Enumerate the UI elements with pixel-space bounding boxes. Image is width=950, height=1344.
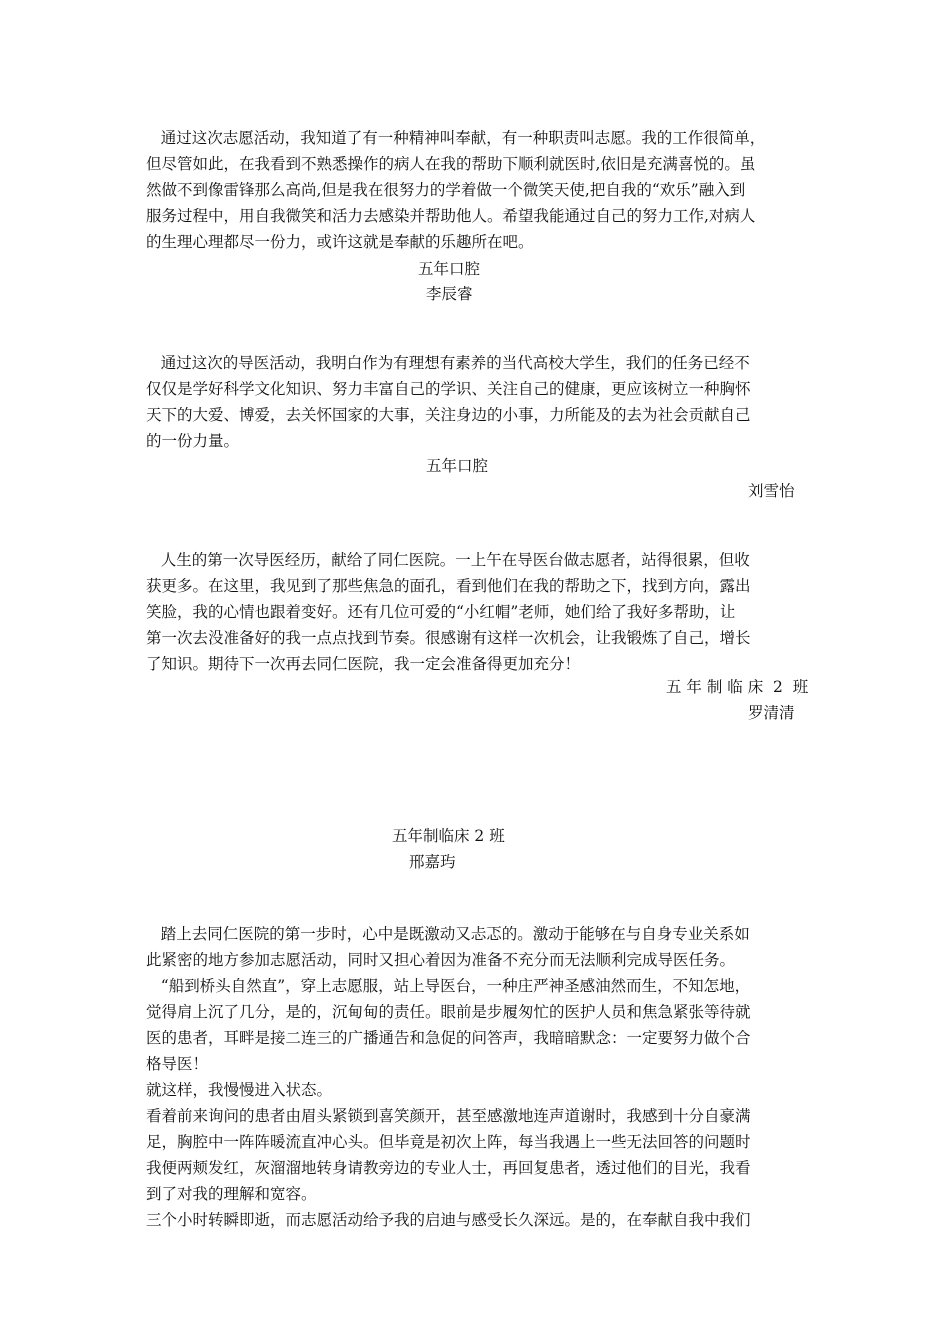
class-name-3: 五 年 制 临 床 2 班 <box>666 678 809 696</box>
essay-paragraph-1 <box>146 125 810 255</box>
author-name-4: 邢嘉玙 <box>409 853 456 871</box>
paragraph-line: 到了对我的理解和宽容。 <box>146 1185 317 1203</box>
author-name-3: 罗清清 <box>748 704 795 722</box>
paragraph-line: 三个小时转瞬即逝，而志愿活动给予我的启迪与感受长久深远。是的，在奉献自我中我们 <box>146 1211 751 1229</box>
class-name-1: 五年口腔 <box>418 260 481 278</box>
paragraph-line: 的生理心理都尽一份力，或许这就是奉献的乐趣所在吧。 <box>146 233 534 251</box>
class-name-2: 五年口腔 <box>426 457 489 475</box>
paragraph-line: 了知识。期待下一次再去同仁医院，我一定会准备得更加充分！ <box>146 655 581 673</box>
paragraph-line: 然做不到像雷锋那么高尚,但是我在很努力的学着做一个微笑天使,把自我的“欢乐”融入到 <box>146 181 746 199</box>
paragraph-line: 服务过程中，用自我微笑和活力去感染并帮助他人。希望我能通过自己的努力工作,对病人 <box>146 207 756 225</box>
paragraph-line: 笑脸，我的心情也跟着变好。还有几位可爱的“小红帽”老师，她们给了我好多帮助，让 <box>146 603 736 621</box>
paragraph-line: 就这样，我慢慢进入状态。 <box>146 1081 333 1099</box>
paragraph-line: 我便两颊发红，灰溜溜地转身请教旁边的专业人士，再回复患者，透过他们的目光，我看 <box>146 1159 751 1177</box>
paragraph-line: 格导医！ <box>146 1055 209 1073</box>
essay-paragraph-4 <box>146 921 810 1233</box>
paragraph-line: 通过这次的导医活动，我明白作为有理想有素养的当代高校大学生，我们的任务已经不 <box>146 354 750 372</box>
essay-paragraph-2 <box>146 350 810 454</box>
paragraph-line: 人生的第一次导医经历，献给了同仁医院。一上午在导医台做志愿者，站得很累，但收 <box>146 551 750 569</box>
paragraph-line: 此紧密的地方参加志愿活动，同时又担心着因为准备不充分而无法顺利完成导医任务。 <box>146 951 736 969</box>
paragraph-line: 足，胸腔中一阵阵暖流直冲心头。但毕竟是初次上阵，每当我遇上一些无法回答的问题时 <box>146 1133 751 1151</box>
class-name-4: 五年制临床 2 班 <box>392 827 505 845</box>
paragraph-line: 仅仅是学好科学文化知识、努力丰富自己的学识、关注自己的健康，更应该树立一种胸怀 <box>146 380 751 398</box>
author-name-1: 李辰睿 <box>426 285 473 303</box>
author-name-2: 刘雪怡 <box>748 482 795 500</box>
paragraph-line: 的一份力量。 <box>146 432 240 450</box>
paragraph-line: 觉得肩上沉了几分，是的，沉甸甸的责任。眼前是步履匆忙的医护人员和焦急紧张等待就 <box>146 1003 751 1021</box>
paragraph-line: 踏上去同仁医院的第一步时，心中是既激动又忐忑的。激动于能够在与自身专业关系如 <box>146 925 750 943</box>
paragraph-line: 第一次去没准备好的我一点点找到节奏。很感谢有这样一次机会，让我锻炼了自己，增长 <box>146 629 751 647</box>
essay-paragraph-3 <box>146 547 810 677</box>
paragraph-line: 但尽管如此，在我看到不熟悉操作的病人在我的帮助下顺利就医时,依旧是充满喜悦的。虽 <box>146 155 756 173</box>
paragraph-line: 通过这次志愿活动，我知道了有一种精神叫奉献，有一种职责叫志愿。我的工作很简单， <box>146 129 766 147</box>
paragraph-line: “船到桥头自然直”，穿上志愿服，站上导医台，一种庄严神圣感油然而生，不知怎地， <box>146 977 751 995</box>
paragraph-line: 医的患者，耳畔是接二连三的广播通告和急促的问答声，我暗暗默念：一定要努力做个合 <box>146 1029 751 1047</box>
paragraph-line: 看着前来询问的患者由眉头紧锁到喜笑颜开，甚至感激地连声道谢时，我感到十分自豪满 <box>146 1107 751 1125</box>
paragraph-line: 天下的大爱、博爱，去关怀国家的大事，关注身边的小事，力所能及的去为社会贡献自己 <box>146 406 751 424</box>
paragraph-line: 获更多。在这里，我见到了那些焦急的面孔，看到他们在我的帮助之下，找到方向，露出 <box>146 577 751 595</box>
